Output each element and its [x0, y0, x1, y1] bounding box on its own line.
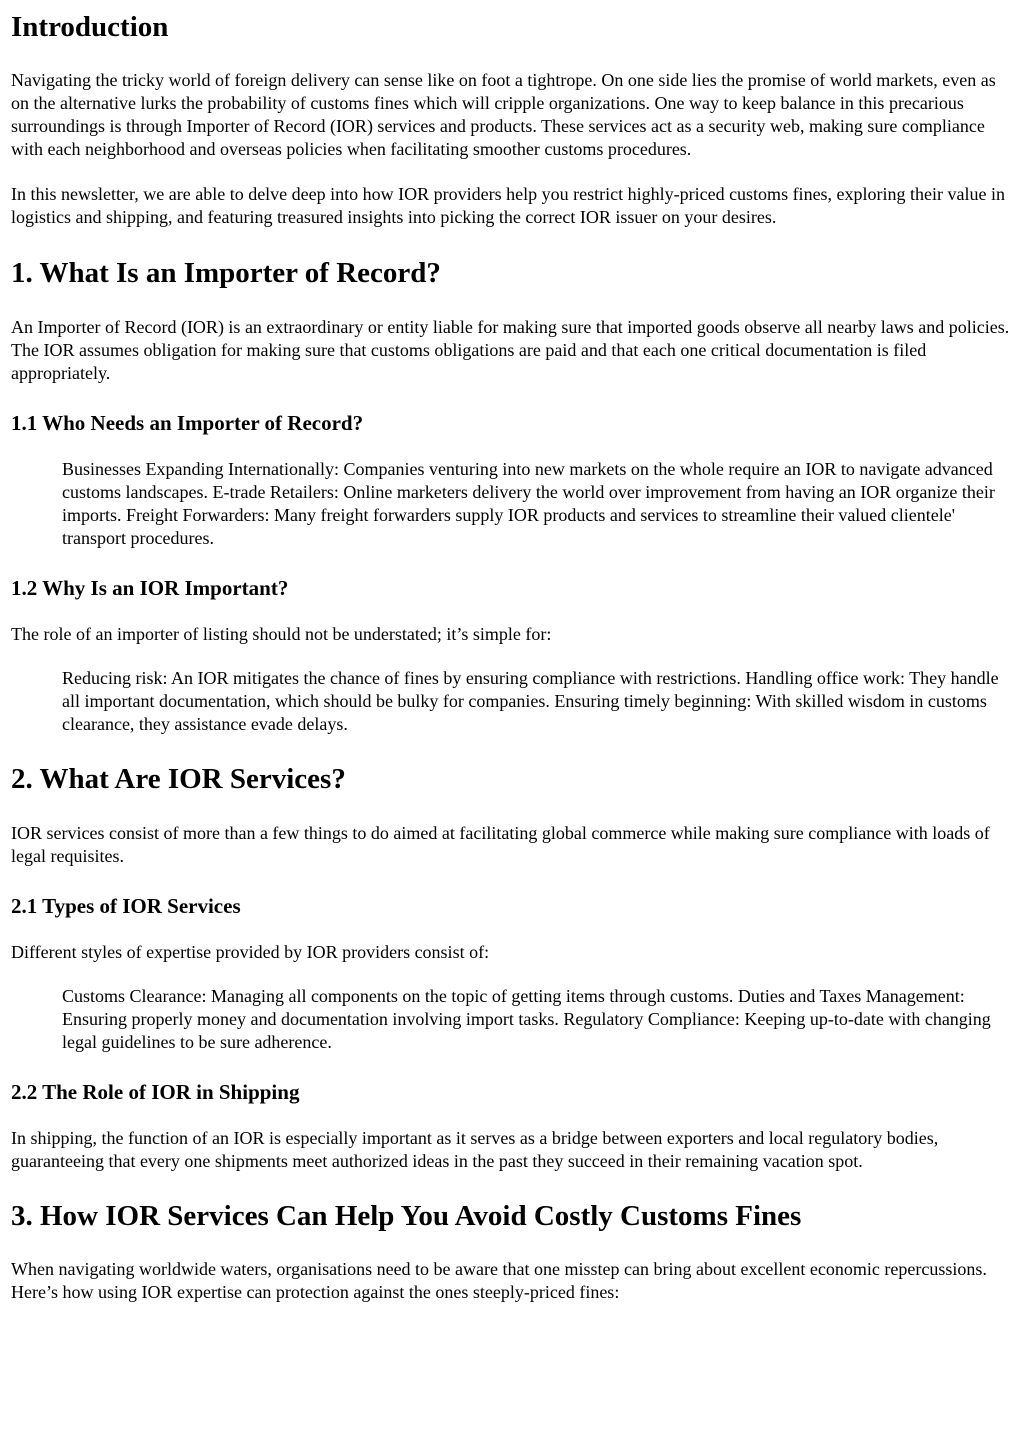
intro-paragraph-1: Navigating the tricky world of foreign delivery can sense like on foot a tightrope. On one side lies the promise of world markets, even as on the alternative lurks the probability of customs fines which will cripple organizations. One way to keep balance in this precarious surroundings is through Importer of Record (IOR) services and products. These services act as a security web, making sure compliance with each neighborhood and overseas policies when facilitating smoother customs procedures. [11, 70, 996, 159]
section-1-1-quote: Businesses Expanding Internationally: Companies venturing into new markets on the whole require an IOR to navigate advanced customs landscapes. E-trade Retailers: Online marketers delivery the world over improvement from having an IOR organize their imports. Freight Forwarders: Many freight forwarders supply IOR products and services to streamline their valued clientele' transport procedures. [62, 459, 995, 548]
heading-role-of-ior-in-shipping: 2.2 The Role of IOR in Shipping [11, 1080, 300, 1104]
article [0, 10, 1024, 1304]
section-1-2-quote: Reducing risk: An IOR mitigates the chance of fines by ensuring compliance with restrictions. Handling office work: They handle all important documentation, which should be bulky for companies. Ensuring timely beginning: With skilled wisdom in customs clearance, they assistance evade delays. [62, 668, 999, 734]
section-2-2-paragraph: In shipping, the function of an IOR is especially important as it serves as a bridge between exporters and local regulatory bodies, guaranteeing that every one shipments meet authorized ideas in the past they succeed in their remaining vacation spot. [11, 1128, 939, 1171]
section-1-2-paragraph: The role of an importer of listing should not be understated; it’s simple for: [11, 624, 552, 644]
heading-what-are-ior-services: 2. What Are IOR Services? [11, 763, 346, 795]
section-2-1-quote: Customs Clearance: Managing all components on the topic of getting items through customs. Duties and Taxes Management: Ensuring properly money and documentation involving import tasks. Regulatory Compliance: Keeping up-to-date with changing legal guidelines to be sure adherence. [62, 986, 991, 1052]
section-3-paragraph: When navigating worldwide waters, organisations need to be aware that one misstep can bring about excellent economic repercussions. Here’s how using IOR expertise can protection against the ones steeply-priced fines: [11, 1259, 987, 1302]
intro-paragraph-2: In this newsletter, we are able to delve deep into how IOR providers help you restrict highly-priced customs fines, exploring their value in logistics and shipping, and featuring treasured insights into picking the correct IOR issuer on your desires. [11, 184, 1006, 227]
heading-types-of-ior-services: 2.1 Types of IOR Services [11, 894, 241, 918]
section-2-1-paragraph: Different styles of expertise provided by IOR providers consist of: [11, 942, 490, 962]
heading-what-is-importer-of-record: 1. What Is an Importer of Record? [11, 257, 441, 289]
section-1-paragraph: An Importer of Record (IOR) is an extraordinary or entity liable for making sure that imported goods observe all nearby laws and policies. The IOR assumes obligation for making sure that customs obligations are paid and that each one critical documentation is filed appropriately. [11, 317, 1010, 383]
heading-who-needs-ior: 1.1 Who Needs an Importer of Record? [11, 411, 364, 435]
heading-why-ior-important: 1.2 Why Is an IOR Important? [11, 576, 289, 600]
heading-introduction: Introduction [11, 11, 169, 43]
section-2-paragraph: IOR services consist of more than a few things to do aimed at facilitating global commerce while making sure compliance with loads of legal requisites. [11, 823, 990, 866]
heading-how-ior-helps-avoid-fines: 3. How IOR Services Can Help You Avoid Costly Customs Fines [11, 1200, 802, 1232]
